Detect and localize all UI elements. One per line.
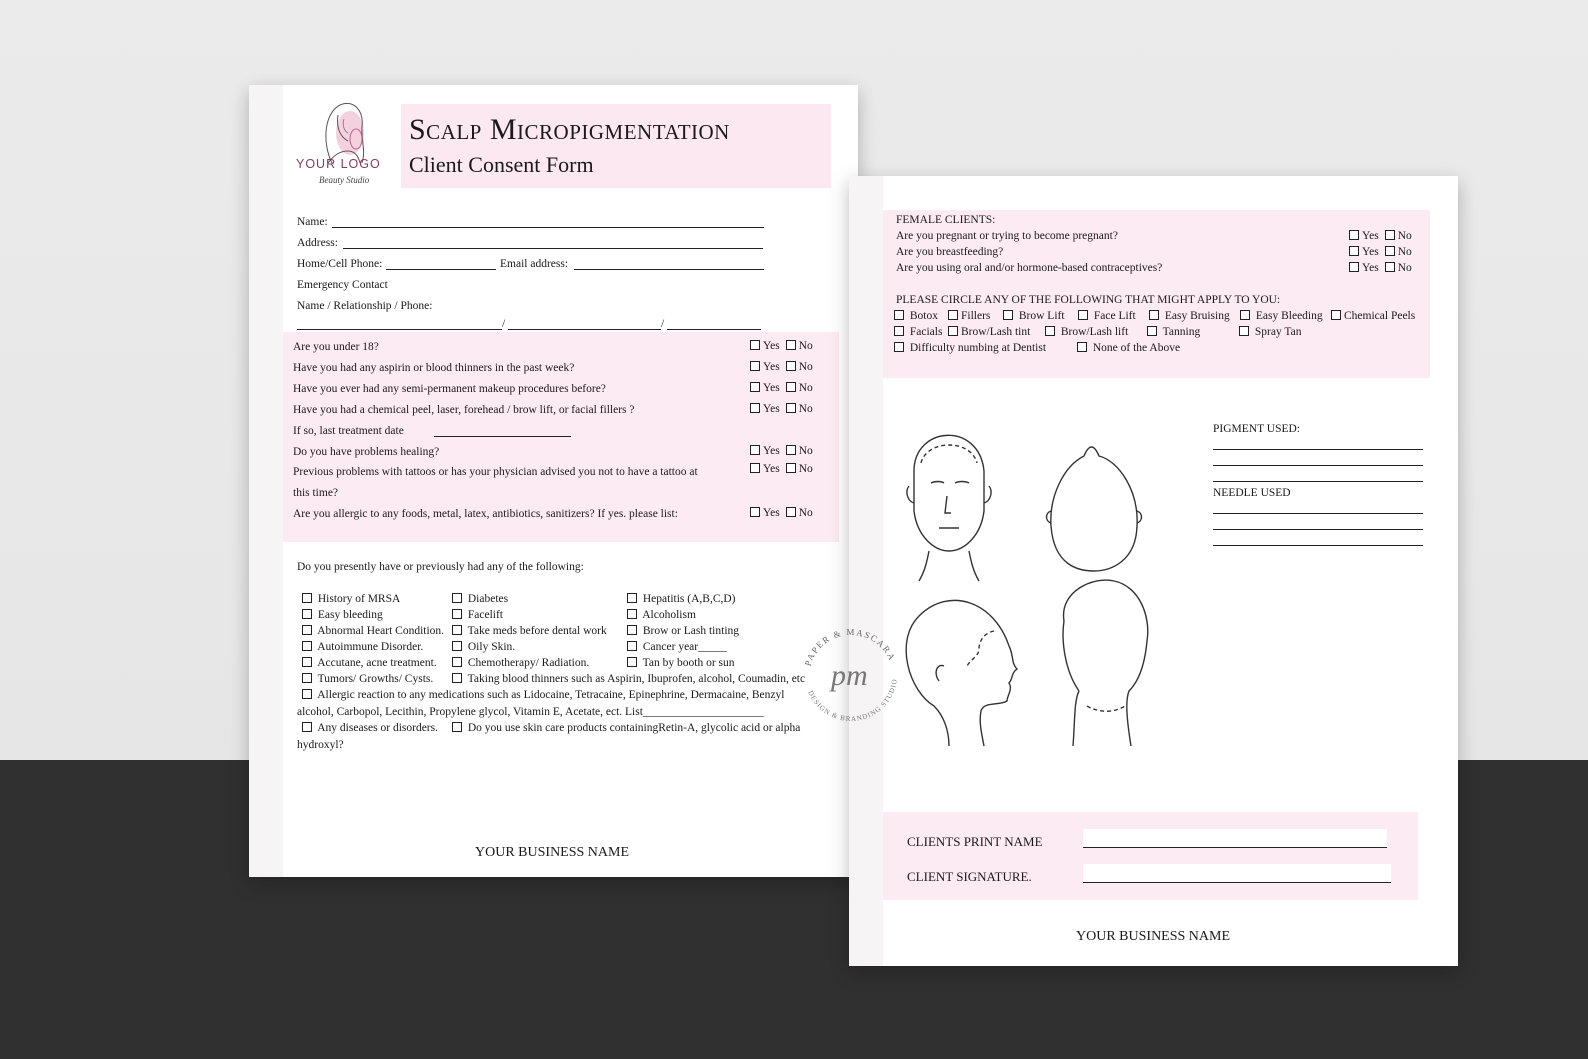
treatment-option bbox=[1045, 325, 1128, 339]
side-profile-outline bbox=[906, 600, 1009, 746]
question-chemical-peel: Have you had a chemical peel, laser, forehead / brow lift, or facial fillers ? bbox=[293, 404, 635, 416]
yes-checkbox[interactable] bbox=[750, 463, 760, 473]
front-hairline bbox=[921, 445, 977, 463]
pigment-field[interactable] bbox=[1213, 481, 1423, 482]
treatment-label: None of the Above bbox=[1092, 342, 1181, 354]
treatment-label: Difficulty numbing at Dentist bbox=[909, 342, 1047, 354]
separator: / bbox=[502, 318, 506, 330]
needle-field[interactable] bbox=[1213, 529, 1423, 530]
treatment-checkbox[interactable] bbox=[894, 310, 904, 320]
treatment-label: Spray Tan bbox=[1254, 326, 1302, 338]
question-last-treatment: If so, last treatment date bbox=[293, 425, 404, 437]
condition-label: History of MRSA bbox=[317, 593, 401, 605]
condition-item bbox=[627, 624, 739, 638]
business-name-footer: YOUR BUSINESS NAME bbox=[1076, 929, 1231, 944]
yes-label: Yes bbox=[763, 382, 780, 394]
no-label: No bbox=[798, 361, 813, 373]
female-question: Are you pregnant or trying to become pregnant? bbox=[896, 230, 1118, 242]
separator: / bbox=[661, 318, 665, 330]
condition-label: Take meds before dental work bbox=[467, 625, 607, 637]
treatment-option bbox=[1077, 341, 1180, 355]
condition-item bbox=[627, 640, 727, 654]
emergency-name-field[interactable] bbox=[297, 329, 502, 330]
no-label: No bbox=[798, 445, 813, 457]
condition-label: Oily Skin. bbox=[467, 641, 516, 653]
condition-label: Diabetes bbox=[467, 593, 509, 605]
yes-no-row bbox=[750, 403, 813, 415]
condition-checkbox[interactable] bbox=[452, 593, 462, 603]
condition-checkbox[interactable] bbox=[627, 657, 637, 667]
form-subtitle: Client Consent Form bbox=[409, 152, 594, 177]
treatment-label: Brow/Lash tint bbox=[961, 326, 1031, 338]
no-label: No bbox=[798, 403, 813, 415]
treatment-label: Brow/Lash lift bbox=[1060, 326, 1129, 338]
yes-no-row bbox=[750, 361, 813, 373]
treatment-option bbox=[894, 309, 938, 323]
condition-item bbox=[302, 592, 400, 606]
circle-heading: PLEASE CIRCLE ANY OF THE FOLLOWING THAT MIGHT APPLY TO YOU: bbox=[896, 294, 1281, 306]
condition-item bbox=[302, 721, 438, 735]
condition-label: Taking blood thinners such as Aspirin, Ibuprofen, alcohol, Coumadin, etc bbox=[467, 673, 806, 685]
condition-label: Facelift bbox=[467, 609, 503, 621]
condition-item bbox=[302, 672, 433, 686]
treatment-label: Facials bbox=[909, 326, 943, 338]
treatment-label: Easy Bruising bbox=[1164, 310, 1230, 322]
yes-label: Yes bbox=[763, 507, 780, 519]
watermark-bottom-text: DESIGN & BRANDING STUDIO bbox=[806, 677, 899, 724]
question-under-18: Are you under 18? bbox=[293, 341, 379, 353]
condition-label: Cancer year_____ bbox=[642, 641, 727, 653]
treatment-label: Chemical Peels bbox=[1344, 310, 1416, 322]
no-label: No bbox=[1397, 246, 1412, 258]
condition-item bbox=[452, 592, 508, 606]
condition-checkbox[interactable] bbox=[452, 722, 462, 732]
allergic-reaction-item bbox=[302, 688, 784, 702]
condition-checkbox[interactable] bbox=[627, 641, 637, 651]
treatment-label: Fillers bbox=[961, 310, 991, 322]
condition-label: Hepatitis (A,B,C,D) bbox=[642, 593, 736, 605]
no-checkbox[interactable] bbox=[786, 340, 796, 350]
phone-label: Home/Cell Phone: bbox=[297, 258, 383, 270]
question-allergies: Are you allergic to any foods, metal, latex, antibiotics, sanitizers? If yes. please list: bbox=[293, 508, 678, 520]
head-diagrams bbox=[889, 401, 1169, 761]
condition-checkbox[interactable] bbox=[302, 673, 312, 683]
question-aspirin: Have you had any aspirin or blood thinners in the past week? bbox=[293, 362, 575, 374]
yes-no-row bbox=[1349, 262, 1412, 274]
yes-no-row bbox=[1349, 230, 1412, 242]
no-checkbox[interactable] bbox=[786, 507, 796, 517]
condition-item bbox=[452, 624, 607, 638]
no-label: No bbox=[798, 463, 813, 475]
pigment-field[interactable] bbox=[1213, 449, 1423, 450]
condition-checkbox[interactable] bbox=[452, 673, 462, 683]
yes-checkbox[interactable] bbox=[750, 382, 760, 392]
treatment-checkbox[interactable] bbox=[894, 342, 904, 352]
question-tattoo-problems: Previous problems with tattoos or has your physician advised you not to have a tattoo at bbox=[293, 466, 698, 478]
treatment-option bbox=[1149, 309, 1230, 323]
condition-label: Easy bleeding bbox=[317, 609, 383, 621]
no-checkbox[interactable] bbox=[786, 463, 796, 473]
condition-item bbox=[302, 624, 444, 638]
yes-checkbox[interactable] bbox=[750, 403, 760, 413]
treatment-option bbox=[894, 325, 942, 339]
address-field[interactable] bbox=[343, 248, 763, 249]
condition-item bbox=[627, 608, 696, 622]
yes-checkbox[interactable] bbox=[750, 445, 760, 455]
yes-label: Yes bbox=[1362, 262, 1379, 274]
title-banner bbox=[401, 104, 831, 188]
phone-field[interactable] bbox=[386, 269, 496, 270]
yes-checkbox[interactable] bbox=[1349, 230, 1359, 240]
watermark-top-text: PAPER & MASCARA bbox=[802, 626, 898, 668]
needle-field[interactable] bbox=[1213, 545, 1423, 546]
consent-form-page-2 bbox=[849, 176, 1458, 966]
condition-item bbox=[302, 608, 383, 622]
name-field[interactable] bbox=[332, 227, 764, 228]
question-healing: Do you have problems healing? bbox=[293, 446, 440, 458]
no-checkbox[interactable] bbox=[1385, 230, 1395, 240]
yes-no-row bbox=[750, 340, 813, 352]
relationship-label: Name / Relationship / Phone: bbox=[297, 300, 433, 312]
client-signature-label: CLIENT SIGNATURE. bbox=[907, 869, 1032, 884]
emergency-label: Emergency Contact bbox=[297, 279, 388, 291]
back-view-outline bbox=[1064, 580, 1148, 746]
condition-item bbox=[627, 656, 735, 670]
condition-item bbox=[452, 672, 805, 686]
condition-checkbox[interactable] bbox=[302, 722, 312, 732]
no-checkbox[interactable] bbox=[786, 361, 796, 371]
treatment-option bbox=[948, 309, 990, 323]
treatment-checkbox[interactable] bbox=[1045, 326, 1055, 336]
page-side-stripe bbox=[249, 85, 283, 877]
condition-checkbox[interactable] bbox=[627, 625, 637, 635]
form-title: Scalp Micropigmentation bbox=[409, 113, 730, 146]
treatment-label: Brow Lift bbox=[1018, 310, 1065, 322]
treatment-label: Face Lift bbox=[1093, 310, 1136, 322]
yes-label: Yes bbox=[1362, 230, 1379, 242]
treatment-checkbox[interactable] bbox=[1147, 326, 1157, 336]
no-label: No bbox=[798, 382, 813, 394]
condition-checkbox[interactable] bbox=[627, 609, 637, 619]
condition-label: Accutane, acne treatment. bbox=[317, 657, 437, 669]
pigment-used-label: PIGMENT USED: bbox=[1213, 423, 1301, 435]
condition-checkbox[interactable] bbox=[302, 657, 312, 667]
studio-logo bbox=[292, 93, 397, 191]
condition-checkbox[interactable] bbox=[302, 609, 312, 619]
no-checkbox[interactable] bbox=[1385, 246, 1395, 256]
no-checkbox[interactable] bbox=[786, 382, 796, 392]
treatment-option bbox=[1331, 309, 1415, 323]
condition-item bbox=[452, 640, 515, 654]
top-view-outline bbox=[1051, 447, 1137, 571]
yes-no-row bbox=[750, 463, 813, 475]
treatment-checkbox[interactable] bbox=[1003, 310, 1013, 320]
treatment-checkbox[interactable] bbox=[1077, 342, 1087, 352]
treatment-label: Botox bbox=[909, 310, 938, 322]
no-label: No bbox=[798, 340, 813, 352]
condition-item bbox=[452, 721, 800, 735]
yes-label: Yes bbox=[763, 361, 780, 373]
page-side-stripe bbox=[849, 176, 883, 966]
condition-checkbox[interactable] bbox=[452, 609, 462, 619]
treatment-option bbox=[1240, 309, 1323, 323]
business-name-footer: YOUR BUSINESS NAME bbox=[475, 845, 630, 860]
treatment-option bbox=[1078, 309, 1136, 323]
treatment-checkbox[interactable] bbox=[894, 326, 904, 336]
skin-care-cont: hydroxyl? bbox=[297, 739, 344, 751]
condition-label: Brow or Lash tinting bbox=[642, 625, 740, 637]
needle-field[interactable] bbox=[1213, 513, 1423, 514]
treatment-option bbox=[1003, 309, 1065, 323]
yes-label: Yes bbox=[763, 340, 780, 352]
client-signature-field[interactable] bbox=[1083, 864, 1391, 883]
treatment-checkbox[interactable] bbox=[1239, 326, 1249, 336]
female-heading: FEMALE CLIENTS: bbox=[896, 214, 996, 226]
emergency-phone-field[interactable] bbox=[667, 329, 761, 330]
no-checkbox[interactable] bbox=[1385, 262, 1395, 272]
condition-label: Tan by booth or sun bbox=[642, 657, 735, 669]
yes-label: Yes bbox=[763, 403, 780, 415]
treatment-checkbox[interactable] bbox=[948, 326, 958, 336]
treatment-label: Easy Bleeding bbox=[1255, 310, 1323, 322]
no-label: No bbox=[798, 507, 813, 519]
consent-form-page-1 bbox=[249, 85, 858, 877]
condition-item bbox=[452, 656, 589, 670]
condition-checkbox[interactable] bbox=[452, 641, 462, 651]
question-pmu-before: Have you ever had any semi-permanent makeup procedures before? bbox=[293, 383, 606, 395]
no-checkbox[interactable] bbox=[786, 445, 796, 455]
condition-item bbox=[302, 656, 437, 670]
yes-checkbox[interactable] bbox=[750, 361, 760, 371]
no-checkbox[interactable] bbox=[786, 403, 796, 413]
question-tattoo-problems-cont: this time? bbox=[293, 487, 339, 499]
last-treatment-date-field[interactable] bbox=[434, 436, 571, 437]
no-label: No bbox=[1397, 230, 1412, 242]
yes-no-row bbox=[750, 382, 813, 394]
female-question: Are you using oral and/or hormone-based contraceptives? bbox=[896, 262, 1163, 274]
treatment-option bbox=[1147, 325, 1200, 339]
condition-item bbox=[302, 640, 423, 654]
treatment-checkbox[interactable] bbox=[948, 310, 958, 320]
condition-label: Any diseases or disorders. bbox=[317, 722, 438, 734]
yes-label: Yes bbox=[1362, 246, 1379, 258]
yes-label: Yes bbox=[763, 463, 780, 475]
pigment-field[interactable] bbox=[1213, 465, 1423, 466]
address-label: Address: bbox=[297, 237, 338, 249]
name-label: Name: bbox=[297, 216, 328, 228]
email-field[interactable] bbox=[574, 269, 764, 270]
condition-checkbox[interactable] bbox=[452, 625, 462, 635]
condition-checkbox[interactable] bbox=[302, 689, 312, 699]
conditions-heading: Do you presently have or previously had any of the following: bbox=[297, 561, 584, 573]
condition-label: Chemotherapy/ Radiation. bbox=[467, 657, 590, 669]
email-label: Email address: bbox=[500, 258, 569, 270]
condition-item bbox=[627, 592, 736, 606]
yes-checkbox[interactable] bbox=[1349, 246, 1359, 256]
logo-tagline: Beauty Studio bbox=[319, 175, 370, 185]
condition-label: Autoimmune Disorder. bbox=[317, 641, 424, 653]
treatment-label: Tanning bbox=[1162, 326, 1201, 338]
condition-checkbox[interactable] bbox=[302, 593, 312, 603]
yes-checkbox[interactable] bbox=[1349, 262, 1359, 272]
treatment-checkbox[interactable] bbox=[1078, 310, 1088, 320]
yes-label: Yes bbox=[763, 445, 780, 457]
emergency-relationship-field[interactable] bbox=[508, 329, 661, 330]
condition-label: Alcoholism bbox=[642, 609, 696, 621]
logo-text: YOUR LOGO bbox=[296, 157, 381, 171]
yes-no-row bbox=[750, 445, 813, 457]
treatment-checkbox[interactable] bbox=[1149, 310, 1159, 320]
signature-panel bbox=[883, 812, 1418, 900]
treatment-option bbox=[1239, 325, 1301, 339]
client-print-name-field[interactable] bbox=[1083, 829, 1387, 848]
no-label: No bbox=[1397, 262, 1412, 274]
needle-used-label: NEEDLE USED bbox=[1213, 487, 1291, 499]
treatment-checkbox[interactable] bbox=[1331, 310, 1341, 320]
condition-checkbox[interactable] bbox=[302, 641, 312, 651]
condition-label: Abnormal Heart Condition. bbox=[317, 625, 445, 637]
allergic-reaction-label: Allergic reaction to any medications such as Lidocaine, Tetracaine, Epinephrine, Dermacaine, Benzyl bbox=[317, 689, 785, 701]
front-face-outline bbox=[914, 435, 984, 551]
condition-checkbox[interactable] bbox=[302, 625, 312, 635]
yes-no-row bbox=[750, 507, 813, 519]
female-question: Are you breastfeeding? bbox=[896, 246, 1004, 258]
treatment-option bbox=[894, 341, 1046, 355]
condition-label: Tumors/ Growths/ Cysts. bbox=[317, 673, 434, 685]
yes-checkbox[interactable] bbox=[750, 507, 760, 517]
yes-no-row bbox=[1349, 246, 1412, 258]
condition-label: Do you use skin care products containingRetin-A, glycolic acid or alpha bbox=[467, 722, 801, 734]
yes-checkbox[interactable] bbox=[750, 340, 760, 350]
allergic-reaction-cont: alcohol, Carbopol, Lecithin, Propylene glycol, Vitamin E, Acetate, ect. List_____________________ bbox=[297, 706, 764, 718]
condition-checkbox[interactable] bbox=[627, 593, 637, 603]
designer-watermark bbox=[791, 615, 911, 735]
client-print-name-label: CLIENTS PRINT NAME bbox=[907, 834, 1043, 849]
condition-checkbox[interactable] bbox=[452, 657, 462, 667]
watermark-monogram: pm bbox=[831, 659, 868, 692]
treatment-option bbox=[948, 325, 1030, 339]
condition-item bbox=[452, 608, 503, 622]
treatment-checkbox[interactable] bbox=[1240, 310, 1250, 320]
